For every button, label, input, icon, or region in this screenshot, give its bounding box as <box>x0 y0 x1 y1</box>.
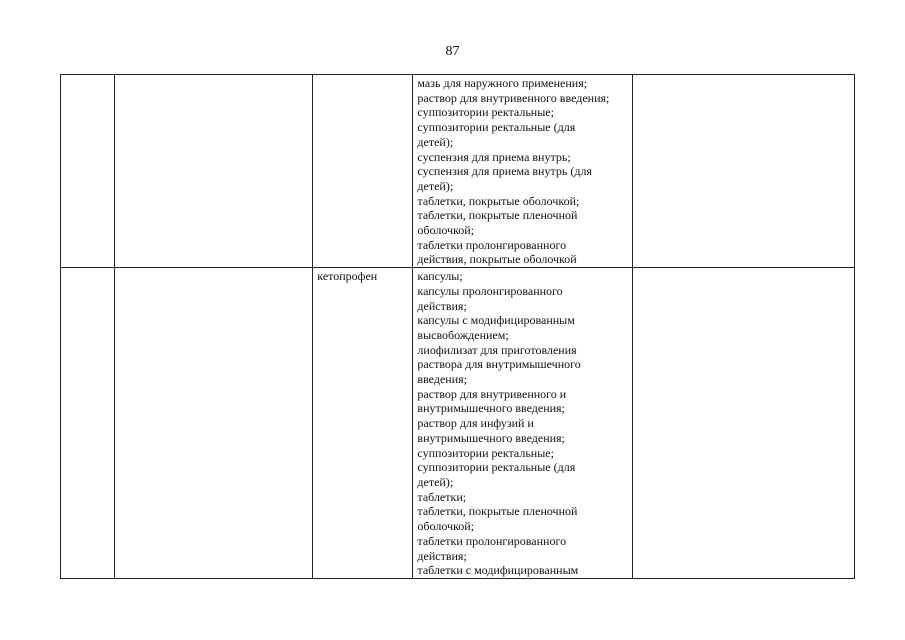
dosage-form-line: действия, покрытые оболочкой <box>417 252 577 267</box>
dosage-form-line: детей); <box>417 178 454 193</box>
drug-name-cell <box>313 75 413 268</box>
dosage-form-line: таблетки пролонгированного <box>417 237 567 252</box>
anatomical-group-cell <box>115 268 313 579</box>
dosage-forms-cell <box>413 268 632 579</box>
dosage-form-line: высвобождением; <box>417 327 509 342</box>
dosage-form-line: введения; <box>417 372 467 387</box>
table-row <box>61 75 855 268</box>
dosage-form-line: таблетки; <box>417 489 467 504</box>
dosage-form-line: детей); <box>417 474 454 489</box>
dosage-form-line: раствор для инфузий и <box>417 416 534 431</box>
dosage-form-line: мазь для наружного применения; <box>417 76 588 90</box>
dosage-form-line: капсулы; <box>417 269 463 284</box>
drug-name: кетопрофен <box>317 269 378 284</box>
dosage-form-line: детей); <box>417 134 454 149</box>
dosage-form-line: действия; <box>417 298 467 313</box>
anatomical-group-cell <box>115 75 313 268</box>
dosage-form-line: внутримышечного введения; <box>417 430 565 445</box>
atc-code-cell <box>61 75 115 268</box>
drug-name-cell <box>313 268 413 579</box>
dosage-form-line: действия; <box>417 548 467 563</box>
dosage-form-line: внутримышечного введения; <box>417 401 565 416</box>
dosage-form-line: оболочкой; <box>417 519 475 534</box>
dosage-form-line: суппозитории ректальные (для <box>417 460 576 475</box>
dosage-form-line: таблетки, покрытые пленочной <box>417 504 578 519</box>
dosage-form-line: суппозитории ректальные; <box>417 105 554 120</box>
notes-cell <box>632 75 854 268</box>
dosage-form-line: раствора для внутримышечного <box>417 357 581 372</box>
atc-code-cell <box>61 268 115 579</box>
dosage-forms-cell <box>413 75 632 268</box>
dosage-form-line: таблетки, покрытые пленочной <box>417 208 578 223</box>
table-row <box>61 268 855 579</box>
dosage-form-line: капсулы с модифицированным <box>417 313 575 328</box>
dosage-form-line: раствор для внутривенного и <box>417 386 567 401</box>
dosage-form-line: таблетки пролонгированного <box>417 533 567 548</box>
drug-table <box>60 74 855 579</box>
dosage-form-line: суппозитории ректальные; <box>417 445 554 460</box>
dosage-form-line: суспензия для приема внутрь; <box>417 149 571 164</box>
dosage-form-line: раствор для внутривенного введения; <box>417 90 610 105</box>
dosage-form-line: таблетки с модифицированным <box>417 563 579 578</box>
dosage-form-line: лиофилизат для приготовления <box>417 342 577 357</box>
dosage-form-line: суспензия для приема внутрь (для <box>417 164 592 179</box>
dosage-form-line: капсулы пролонгированного <box>417 283 563 298</box>
page-number: 87 <box>445 44 460 59</box>
notes-cell <box>632 268 854 579</box>
dosage-form-line: таблетки, покрытые оболочкой; <box>417 193 580 208</box>
dosage-form-line: суппозитории ректальные (для <box>417 120 576 135</box>
dosage-form-line: оболочкой; <box>417 223 475 238</box>
